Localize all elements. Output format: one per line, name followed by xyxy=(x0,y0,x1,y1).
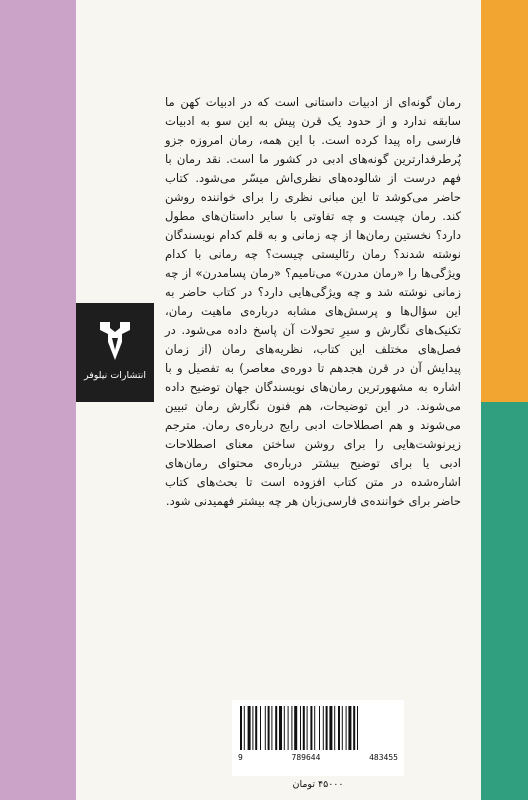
left-color-strip xyxy=(0,0,76,800)
barcode-bar xyxy=(288,706,289,750)
barcode-digit-group: 789644 xyxy=(291,753,321,762)
barcode-bar xyxy=(346,706,347,750)
barcode-bar xyxy=(244,706,245,750)
blurb-line: این سؤال‌ها و پرسش‌های مشابه درباره‌ی ماهیت رمان، xyxy=(165,304,461,318)
barcode-bar xyxy=(271,706,272,750)
barcode-digits xyxy=(238,753,398,762)
blurb-line: رمان گونه‌ای از ادبیات داستانی است که در ادبیات کهن ما xyxy=(165,95,461,109)
blurb-line: اشاره به مشهورترین رمان‌های نویسندگان جهان توضیح داده xyxy=(165,380,461,394)
publisher-name: انتشارات نیلوفر xyxy=(83,370,147,381)
barcode-icon xyxy=(238,706,398,752)
blurb-line: ویژگی‌ها را «رمان مدرن» می‌نامیم؟ «رمان پسامدرن» از چه xyxy=(165,266,461,280)
barcode-bar xyxy=(323,706,324,750)
back-cover-blurb xyxy=(165,93,461,511)
barcode-bar xyxy=(342,706,343,750)
barcode-bar xyxy=(353,706,355,750)
barcode-bar xyxy=(265,706,266,750)
barcode-bar xyxy=(248,706,251,750)
price-label: ۴۵۰۰۰ تومان xyxy=(292,779,344,790)
blurb-line: زمانی نوشته شد و چه ویژگی‌هایی دارد؟ در کتاب حاضر به xyxy=(165,285,461,299)
blurb-line: فصل‌های مختلف این کتاب، نظریه‌های رمان (از زمان xyxy=(165,342,461,356)
barcode-bar xyxy=(334,706,335,750)
blurb-line: می‌شوند. در این توضیحات، هم فنون نگارش رمان تبیین xyxy=(165,399,461,413)
blurb-line: ادبی یا برای توضیح بیشتر درباره‌ی محتوای رمان‌های xyxy=(165,456,461,470)
blurb-line: حاضر می‌کوشد تا این مبانی نظری را برای خواننده روشن xyxy=(165,190,461,204)
barcode-bar xyxy=(260,706,261,750)
blurb-line: پیدایش آن در قرن هجدهم تا دوره‌ی معاصر) به تفصیل و با xyxy=(165,361,461,375)
barcode-bar xyxy=(338,706,340,750)
blurb-line: حاضر برای خواننده‌ی فارسی‌زبان هر چه بیشتر فهمیدنی شود. xyxy=(165,494,461,508)
barcode-bar xyxy=(303,706,305,750)
barcode-bar xyxy=(268,706,270,750)
barcode-bar xyxy=(357,706,358,750)
barcode-bar xyxy=(294,706,297,750)
barcode-bar xyxy=(310,706,312,750)
barcode-bar xyxy=(275,706,277,750)
barcode-bar xyxy=(284,706,285,750)
barcode-bar xyxy=(326,706,328,750)
publisher-logo-icon xyxy=(98,320,132,362)
blurb-line: سابقه ندارد و از حدود یک قرن پیش به این سو به ادبیات xyxy=(165,114,461,128)
barcode-bar xyxy=(252,706,253,750)
publisher-logo-box xyxy=(76,303,154,402)
blurb-line: زیرنوشت‌هایی را برای روشن ساختن معنای اصطلاحات xyxy=(165,437,461,451)
blurb-line: پُرطرفدارترین گونه‌های ادبی در کشور ما است. نقد رمان با xyxy=(165,152,461,166)
barcode-bar xyxy=(300,706,301,750)
blurb-line: می‌شوند و هم اصطلاحات ادبی رایج درباره‌ی رمان. مترجم xyxy=(165,418,461,432)
barcode-bar xyxy=(314,706,315,750)
barcode-bar xyxy=(279,706,282,750)
blurb-line: دارد؟ نخستین رمان‌ها از چه زمانی و به قلم کدام نویسندگان xyxy=(165,228,461,242)
blurb-line: تکنیک‌های نگارش و سیرِ تحولات آن پاسخ داده می‌شود. در xyxy=(165,323,461,337)
blurb-line: کند. رمان چیست و چه تفاوتی با سایر داستان‌های مطول xyxy=(165,209,461,223)
barcode-bar xyxy=(319,706,320,750)
barcode-bar xyxy=(240,706,242,750)
barcode-digit-group: 9 xyxy=(238,753,243,762)
right-green-strip xyxy=(481,402,528,800)
blurb-line: اشاره‌شده در متن کتاب افزوده است تا بحث‌های کتاب xyxy=(165,475,461,489)
barcode-bar xyxy=(348,706,351,750)
barcode-digit-group: 483455 xyxy=(369,753,398,762)
blurb-line: فهم درست از شالوده‌های نظری‌اش میسّر می‌شود. کتاب xyxy=(165,171,461,185)
right-orange-strip xyxy=(481,0,528,402)
isbn-barcode xyxy=(232,700,404,776)
barcode-bar xyxy=(291,706,292,750)
blurb-line: فارسی راه پیدا کرده است. با این همه، رمان امروزه جزو xyxy=(165,133,461,147)
barcode-bar xyxy=(307,706,308,750)
barcode-bar xyxy=(255,706,257,750)
barcode-bar xyxy=(329,706,332,750)
blurb-line: نوشته شدند؟ رمان رئالیستی چیست؟ چه رمانی با کدام xyxy=(165,247,461,261)
